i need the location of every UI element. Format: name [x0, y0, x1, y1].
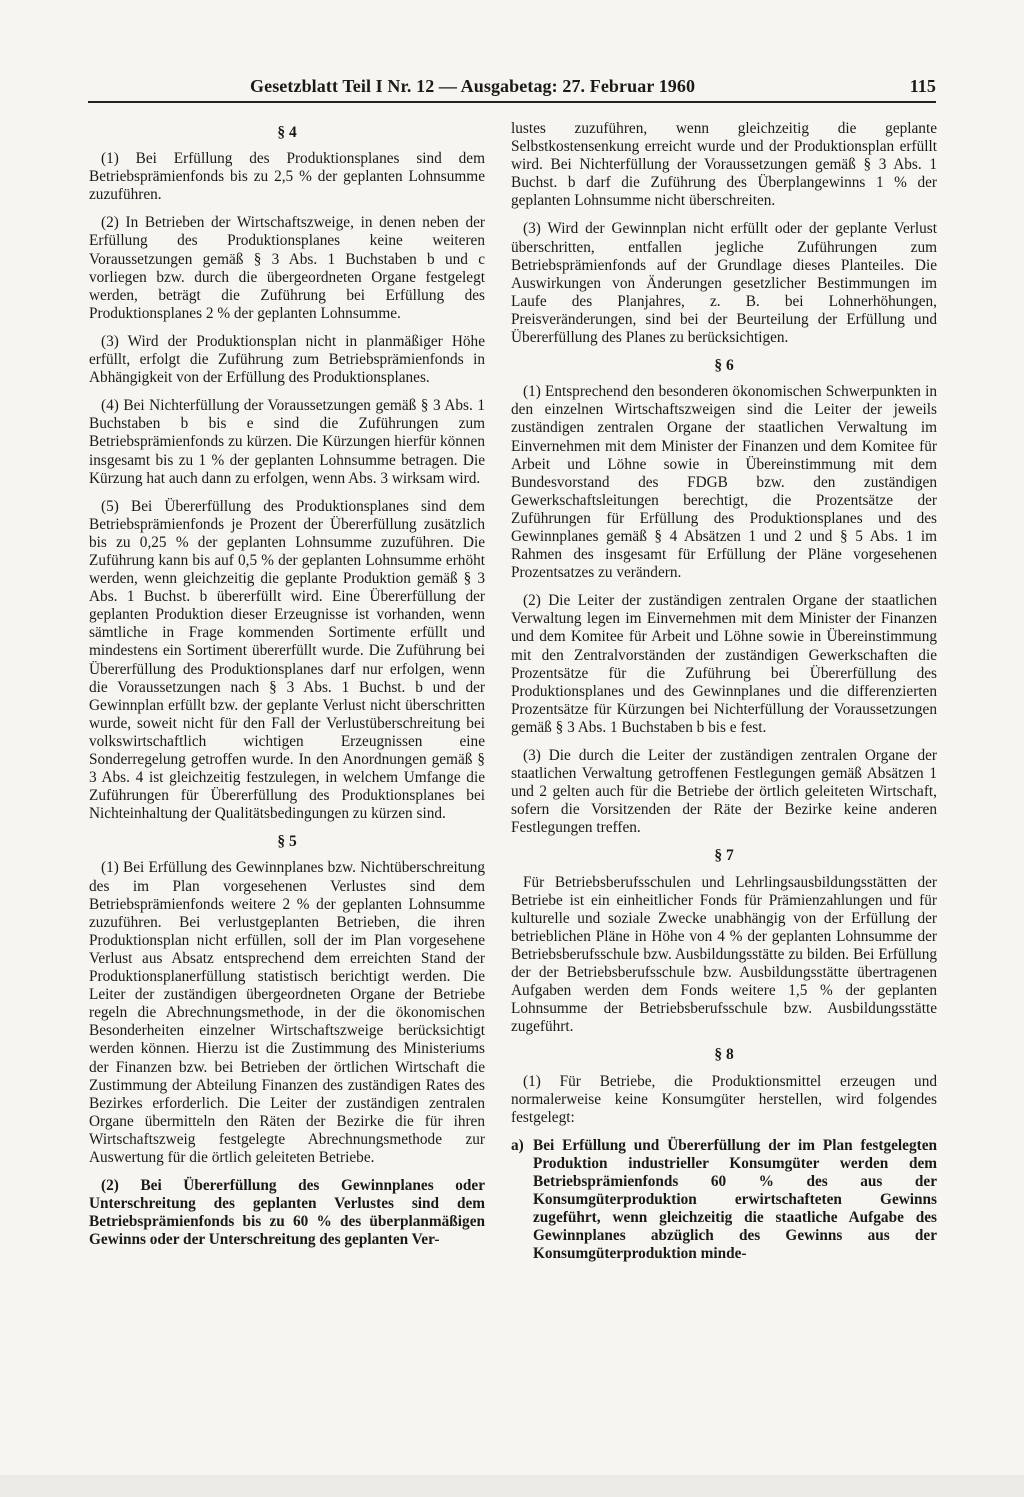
- section-6-paragraph-2: (2) Die Leiter der zuständigen zentralen Organe der staatlichen Verwaltung legen im Einvernehmen mit dem Minister der Finanzen und dem Komitee für Arbeit und Löhne sowie in Übereinstimmung mit den Zentralvorständen der zuständigen Gewerkschaften die Prozentsätze für die Zuführung bei Übererfüllung des Produktionsplanes und des Gewinnplanes und die differenzierten Prozentsätze für Kürzungen bei Nichterfüllung der Voraussetzungen gemäß § 3 Abs. 1 Buchstaben b bis e fest.: [511, 592, 937, 736]
- section-8-paragraph-1: (1) Für Betriebe, die Produktionsmittel erzeugen und normalerweise keine Konsumgüter herstellen, wird folgendes festgelegt:: [511, 1072, 937, 1126]
- section-8-list-item-a: [511, 1137, 937, 1264]
- section-heading-5: § 5: [277, 833, 297, 851]
- section-4-paragraph-5: (5) Bei Übererfüllung des Produktionsplanes sind dem Betriebsprämienfonds je Prozent der Übererfüllung zusätzlich bis zu 0,25 % der geplanten Lohnsumme zuzuführen. Die Zuführung kann bis auf 0,5 % der geplanten Lohnsumme erhöht werden, wenn gleichzeitig die geplante Produktion gemäß § 3 Abs. 1 Buchst. b übererfüllt wird. Eine Übererfüllung der geplanten Produktion dieser Erzeugnisse ist vorhanden, wenn sämtliche in Frage kommenden Sortimente erfüllt und mindestens ein Sortiment übererfüllt wurde. Die Zuführung bei Übererfüllung des Produktionsplanes darf nur erfolgen, wenn die Voraussetzungen nach § 3 Abs. 1 Buchst. b und der Gewinnplan erfüllt bzw. der geplante Verlust nicht überschritten wurde, soweit nicht für den Fall der Verlustüberschreitung bei volkswirtschaftlich wichtigen Erzeugnissen eine Sonderregelung getroffen wurde. In den Anordnungen gemäß § 3 Abs. 4 ist gleichzeitig festzulegen, in welchem Umfange die Zuführungen für Übererfüllung des Produktionsplanes bei Nichteinhaltung der Qualitätsbedingungen zu kürzen sind.: [89, 497, 485, 823]
- section-4-paragraph-4: (4) Bei Nichterfüllung der Voraussetzungen gemäß § 3 Abs. 1 Buchstaben b bis e sind die Zuführungen zum Betriebsprämienfonds zu kürzen. Die Kürzungen hierfür können insgesamt bis zu 1 % der geplanten Lohnsumme betragen. Die Kürzung hat auch dann zu erfolgen, wenn Abs. 3 wirksam wird.: [89, 397, 485, 487]
- section-6-paragraph-1: (1) Entsprechend den besonderen ökonomischen Schwerpunkten in den einzelnen Wirtschaftszweigen sind die Leiter der jeweils zuständigen zentralen Organe der staatlichen Verwaltung im Einvernehmen mit dem Minister der Finanzen und dem Komitee für Arbeit und Löhne sowie in Übereinstimmung mit dem Bundesvorstand des FDGB bzw. den zuständigen Gewerkschaftsleitungen berechtigt, die Prozentsätze der Zuführungen für Erfüllung des Produktionsplanes und des Gewinnplanes gemäß § 4 Absätzen 1 und 2 und § 5 Abs. 1 im Rahmen des insgesamt für Erfüllung der Pläne vorgesehenen Prozentsatzes zu verändern.: [511, 383, 937, 582]
- section-5-paragraph-2-continued: lustes zuzuführen, wenn gleichzeitig die geplante Selbstkostensenkung erreicht wurde und der Produktionsplan erfüllt wird. Bei Nichterfüllung der Voraussetzungen gemäß § 3 Abs. 1 Buchst. b darf die Zuführung des Überplangewinns 1 % der geplanten Lohnsumme nicht überschreiten.: [511, 120, 937, 210]
- section-4-paragraph-2: (2) In Betrieben der Wirtschaftszweige, in denen neben der Erfüllung des Produktionsplanes keine weiteren Voraussetzungen gemäß § 3 Abs. 1 Buchstaben b und c vorliegen bzw. durch die übergeordneten Organe festgelegt werden, beträgt die Zuführung bei Erfüllung des Produktionsplanes 2 % der geplanten Lohnsumme.: [89, 214, 485, 322]
- section-4-paragraph-3: (3) Wird der Produktionsplan nicht in planmäßiger Höhe erfüllt, erfolgt die Zuführung zum Betriebsprämienfonds in Abhängigkeit von der Erfüllung des Produktionsplanes.: [89, 332, 485, 387]
- section-5-paragraph-1: (1) Bei Erfüllung des Gewinnplanes bzw. Nichtüberschreitung des im Plan vorgesehenen Verlustes sind dem Betriebsprämienfonds weitere 2 % der geplanten Lohnsumme zuzuführen. Bei verlustgeplanten Betrieben, die ihren Produktionsplan nicht erfüllen, soll der im Plan vorgesehene Verlust aus Absatz entsprechend dem erreichten Stand der Produktionsplanerfüllung statistisch berichtigt werden. Die Leiter der zuständigen übergeordneten Organe der Betriebe regeln die Abrechnungsmethode, in der die ökonomischen Besonderheiten einzelner Wirtschaftszweige berücksichtigt werden können. Hierzu ist die Zustimmung des Ministeriums der Finanzen bzw. bei Betrieben der örtlichen Wirtschaft die Zustimmung der Abteilung Finanzen des zuständigen Rates des Bezirkes erforderlich. Die Leiter der zuständigen zentralen Organe übermitteln den Räten der Bezirke die für ihren Wirtschaftszweig festgelegte Abrechnungsmethode zur Auswertung für die örtlich geleiteten Betriebe.: [89, 859, 485, 1166]
- section-heading-7: § 7: [714, 847, 734, 865]
- gazette-title: Gesetzblatt Teil I Nr. 12 — Ausgabetag: 27. Februar 1960: [250, 76, 696, 96]
- page-header: [250, 76, 936, 100]
- header-rule: [88, 101, 936, 103]
- section-heading-8: § 8: [714, 1046, 734, 1064]
- section-5-paragraph-3: (3) Wird der Gewinnplan nicht erfüllt oder der geplante Verlust überschritten, entfallen jegliche Zuführungen zum Betriebsprämienfonds auf der Grundlage dieses Planteiles. Die Auswirkungen von Änderungen gesetzlicher Bestimmungen im Laufe des Planjahres, z. B. bei Lohnerhöhungen, Preisveränderungen, sind bei der Beurteilung der Erfüllung und Übererfüllung des Planes zu berücksichtigen.: [511, 220, 937, 347]
- section-5-paragraph-2: (2) Bei Übererfüllung des Gewinnplanes oder Unterschreitung des geplanten Verlustes sind dem Betriebsprämienfonds bis zu 60 % des überplanmäßigen Gewinns oder der Unterschreitung des geplanten Ver-: [89, 1177, 485, 1249]
- right-column: [511, 120, 937, 1271]
- section-heading-6: § 6: [714, 357, 734, 375]
- section-heading-4: § 4: [277, 124, 297, 141]
- list-marker: a): [511, 1136, 524, 1154]
- section-7-paragraph-1: Für Betriebsberufsschulen und Lehrlingsausbildungsstätten der Betriebe ist ein einheitlicher Fonds für Prämienzahlungen und für kulturelle und soziale Zwecke unabhängig von der Erfüllung der betrieblichen Pläne in Höhe von 4 % der geplanten Lohnsumme der Betriebsberufsschule bzw. Ausbildungsstätte zu bilden. Bei Erfüllung der der Betriebsberufsschule bzw. Ausbildungsstätte übertragenen Aufgaben werden dem Fonds weitere 1,5 % der geplanten Lohnsumme der Betriebsberufsschule bzw. Ausbildungsstätte zugeführt.: [511, 873, 937, 1036]
- page-number: 115: [909, 76, 936, 96]
- left-column: [89, 118, 485, 1259]
- section-6-paragraph-3: (3) Die durch die Leiter der zuständigen zentralen Organe der staatlichen Verwaltung getroffenen Festlegungen gemäß Absätzen 1 und 2 gelten auch für die Betriebe der örtlich geleiteten Wirtschaft, sofern die Vorsitzenden der Räte der Bezirke keine anderen Festlegungen treffen.: [511, 747, 937, 837]
- list-item-text: Bei Erfüllung und Übererfüllung der im Plan festgelegten Produktion industrieller Konsumgüter werden dem Betriebsprämienfonds 60 % des aus der Konsumgüterproduktion erwirtschafteten Gewinns zugeführt, wenn gleichzeitig die staatliche Aufgabe des Gewinnplanes abzüglich des Gewinns aus der Konsumgüterproduktion minde-: [533, 1136, 937, 1263]
- section-4-paragraph-1: (1) Bei Erfüllung des Produktionsplanes sind dem Betriebsprämienfonds bis zu 2,5 % der geplanten Lohnsumme zuzuführen.: [89, 150, 485, 204]
- page-footer-band: [0, 1475, 1024, 1497]
